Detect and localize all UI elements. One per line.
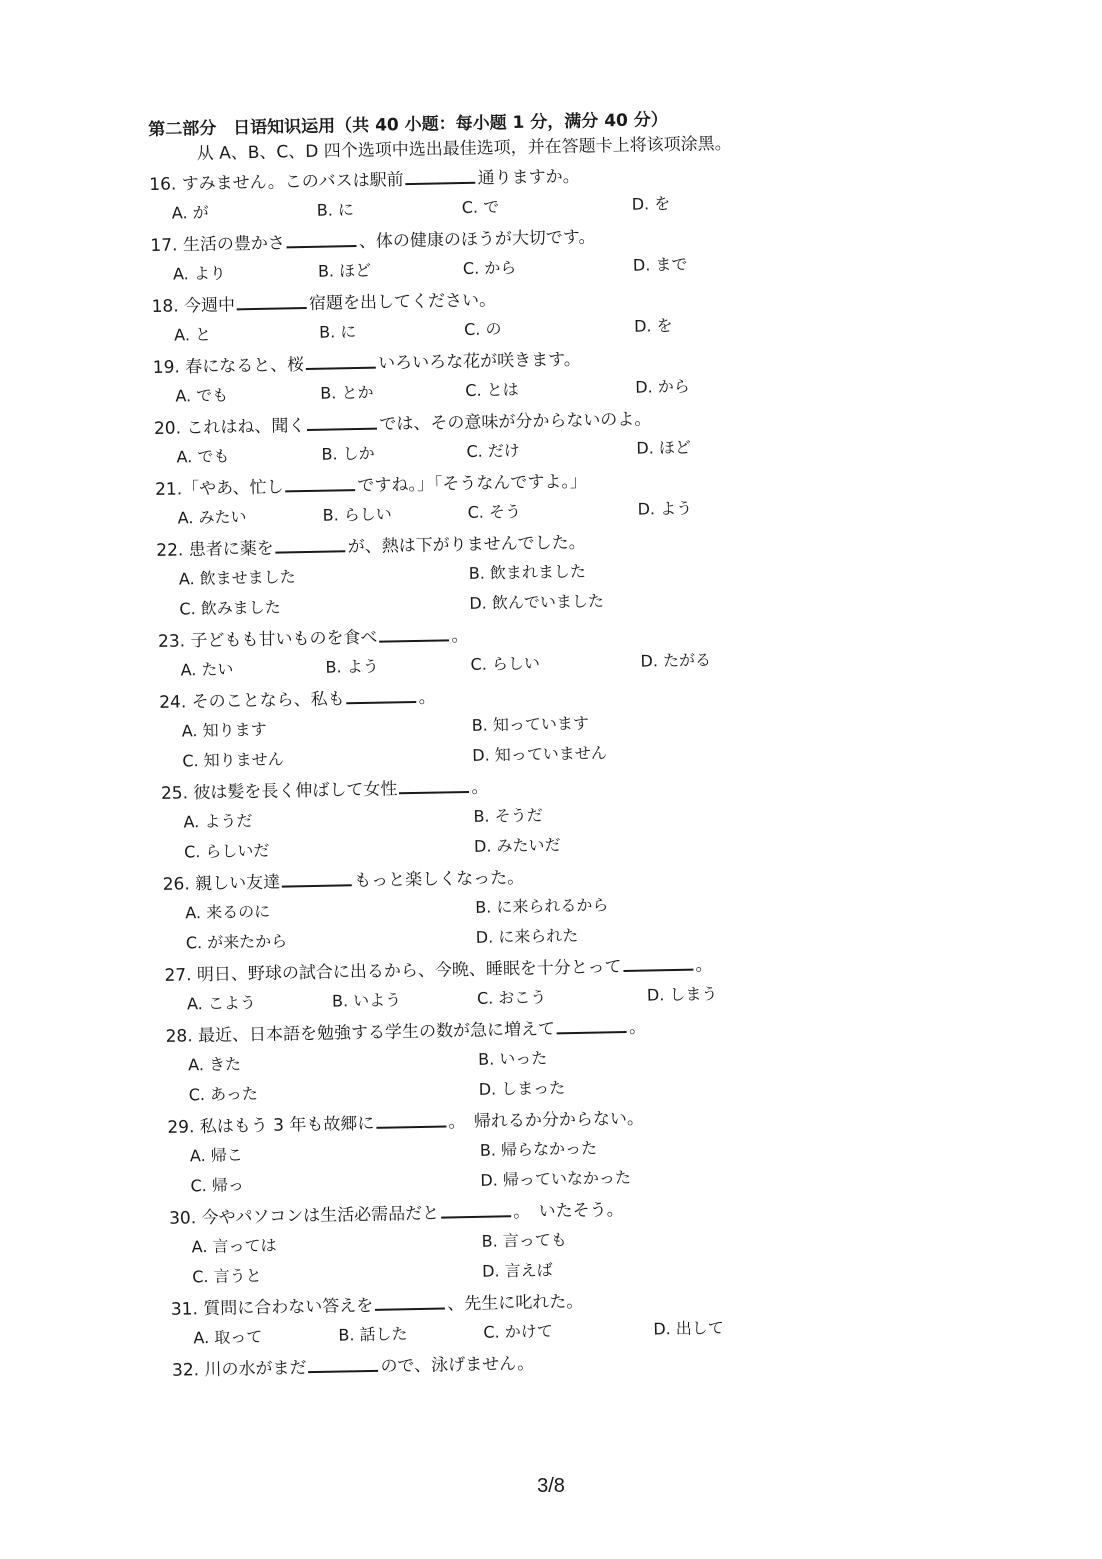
question — [161, 766, 853, 868]
option-a: A. が — [171, 202, 209, 223]
option-a: A. と — [173, 324, 212, 345]
option-a: A. こよう — [186, 993, 257, 1014]
question — [149, 157, 840, 229]
option-a: A. 来るのに — [185, 901, 271, 923]
option-a: A. 取って — [193, 1327, 263, 1348]
stem-text-before: 27. 明日、野球の試合に出るから、今晩、睡眠を十分とって — [164, 957, 622, 986]
answer-blank — [287, 227, 357, 248]
option-d: D. から — [635, 376, 690, 397]
answer-blank — [557, 1013, 627, 1034]
option-a: A. でも — [176, 446, 230, 467]
question-list — [149, 157, 862, 1385]
stem-text-after: 。 — [418, 687, 436, 708]
stem-text-after: 。 — [451, 625, 469, 647]
stem-text-before: 31. 質問に合わない答えを — [170, 1295, 374, 1320]
option-a: A. ようだ — [183, 811, 253, 832]
stem-text-before: 30. 今やパソコンは生活必需品だと — [168, 1203, 440, 1229]
stem-text-after: 。 帰れるか分からない。 — [448, 1108, 645, 1133]
answer-blank — [307, 410, 377, 431]
option-group — [163, 886, 854, 959]
stem-text-after: もっと楽しくなった。 — [353, 867, 525, 892]
answer-blank — [346, 683, 416, 704]
question — [171, 1282, 862, 1354]
answer-blank — [285, 471, 355, 492]
option-c: C. 言うと — [192, 1266, 262, 1287]
option-a: A. きた — [188, 1054, 242, 1075]
option-b: B. 言っても — [481, 1230, 567, 1251]
option-c: C. あった — [188, 1084, 259, 1105]
question — [159, 675, 851, 777]
stem-text-after: が、熱は下がりませんでした。 — [347, 532, 586, 558]
exam-page — [148, 105, 862, 1385]
stem-text-after: ですね。」「そうなんですよ。」 — [357, 471, 588, 497]
question — [167, 1100, 859, 1202]
option-d: D. しまう — [646, 984, 718, 1005]
option-b: B. いよう — [331, 990, 402, 1011]
option-a: A. みたい — [177, 507, 247, 528]
page-number: 3/8 — [537, 1475, 565, 1497]
option-c: C. そう — [467, 501, 522, 522]
question — [162, 857, 854, 959]
stem-text-after: 。 — [695, 955, 713, 976]
option-b: B. に — [316, 200, 355, 220]
option-b: B. とか — [320, 382, 374, 403]
question — [156, 523, 848, 625]
option-group — [166, 1038, 857, 1111]
option-a: A. たい — [180, 659, 234, 680]
option-b: B. らしい — [322, 504, 392, 525]
option-b: B. 帰らなかった — [479, 1138, 598, 1160]
stem-text-before: 17. 生活の豊かさ — [150, 233, 286, 256]
question — [154, 401, 845, 473]
option-d: D. しまった — [478, 1078, 566, 1099]
option-d: D. まで — [632, 254, 688, 275]
answer-blank — [405, 164, 475, 185]
option-c: C. から — [462, 257, 517, 278]
option-b: B. いった — [477, 1048, 548, 1069]
option-a: A. 飲ませました — [178, 567, 296, 589]
option-d: D. 帰っていなかった — [480, 1167, 632, 1190]
option-d: D. たがる — [640, 650, 712, 671]
question — [169, 1191, 861, 1293]
answer-blank — [376, 1107, 446, 1128]
stem-text-after: 。 — [628, 1017, 647, 1038]
stem-text-after: 宿題を出してください。 — [308, 290, 497, 314]
option-d: D. 言えば — [482, 1260, 553, 1281]
option-b: B. に — [318, 322, 357, 342]
option-d: D. 飲んでいました — [469, 591, 605, 613]
option-group — [159, 704, 850, 777]
question — [164, 948, 855, 1020]
option-a: A. 帰こ — [189, 1145, 243, 1166]
option-d: D. 出して — [653, 1318, 725, 1339]
stem-text-before: 21.「やあ、忙し — [154, 477, 284, 500]
answer-blank — [375, 1290, 445, 1311]
stem-text-before: 20. これはね、聞く — [153, 416, 306, 439]
section-instruction: 从 A、B、C、D 四个选项中选出最佳选项，并在答题卡上将该项涂黑。 — [196, 133, 732, 165]
answer-blank — [237, 289, 307, 310]
option-c: C. らしい — [470, 653, 541, 674]
option-b: B. 話した — [338, 1324, 408, 1345]
stem-text-before: 22. 患者に薬を — [156, 538, 274, 561]
option-c: C. 飲みました — [179, 597, 281, 619]
option-c: C. の — [463, 319, 502, 339]
stem-text-after: いろいろな花が咲きます。 — [378, 349, 582, 374]
option-b: B. そうだ — [473, 805, 543, 826]
stem-text-before: 19. 春になると、桜 — [152, 355, 305, 378]
option-d: D. 知っていません — [472, 743, 607, 765]
option-d: D. を — [633, 315, 673, 336]
answer-blank — [308, 1352, 378, 1373]
question — [151, 279, 842, 351]
question — [153, 340, 844, 412]
option-d: D. よう — [637, 498, 693, 519]
option-c: C. おこう — [476, 987, 547, 1008]
option-b: B. ほど — [317, 260, 372, 281]
question — [155, 462, 846, 534]
option-group — [169, 1220, 860, 1293]
option-b: B. 知っています — [471, 713, 590, 735]
stem-text-after: 、先生に叱れた。 — [447, 1291, 584, 1315]
option-a: A. 言っては — [191, 1235, 277, 1257]
stem-text-before: 23. 子どもも甘いものを食べ — [157, 627, 378, 652]
stem-text-after: 、体の健康のほうが大切です。 — [358, 227, 596, 252]
question — [150, 218, 841, 290]
question — [165, 1009, 857, 1111]
answer-blank — [379, 621, 449, 642]
option-group — [161, 795, 852, 868]
stem-text-before: 29. 私はもう 3 年も故郷に — [167, 1113, 375, 1138]
option-d: D. ほど — [636, 437, 692, 458]
stem-text-after: 。 — [471, 777, 489, 798]
question — [158, 614, 849, 686]
answer-blank — [306, 349, 376, 370]
answer-blank — [441, 1197, 511, 1218]
stem-text-after: ので、泳げません。 — [380, 1353, 535, 1377]
option-group — [157, 552, 848, 625]
stem-text-before: 24. そのことなら、私も — [159, 689, 345, 713]
option-c: C. とは — [465, 379, 519, 400]
answer-blank — [623, 951, 693, 972]
section-title: 第二部分 日语知识运用（共 40 小题：每小题 1 分，满分 40 分） — [148, 110, 668, 140]
stem-text-before: 32. 川の水がまだ — [171, 1358, 307, 1381]
stem-text-before: 28. 最近、日本語を勉強する学生の数が急に増えて — [165, 1019, 556, 1047]
option-d: D. みたいだ — [473, 835, 561, 856]
stem-text-before: 18. 今週中 — [151, 295, 236, 317]
option-d: D. を — [631, 193, 671, 214]
option-c: C. 帰っ — [190, 1175, 245, 1196]
stem-text-after: 通りますか。 — [477, 166, 580, 189]
option-group — [168, 1129, 859, 1202]
stem-text-before: 16. すみません。このバスは駅前 — [149, 170, 404, 195]
option-c: C. らしいだ — [183, 840, 270, 862]
option-a: A. 知ります — [181, 719, 267, 741]
option-b: B. しか — [321, 443, 375, 464]
option-c: C. かけて — [483, 1321, 553, 1342]
stem-text-before: 26. 親しい友達 — [162, 872, 281, 895]
option-b: B. よう — [325, 656, 379, 677]
option-a: A. でも — [175, 385, 229, 406]
option-d: D. に来られた — [475, 925, 579, 947]
option-b: B. に来られるから — [475, 895, 609, 917]
stem-text-after: 。 いたそう。 — [512, 1200, 624, 1223]
option-a: A. より — [172, 263, 227, 284]
option-c: C. が来たから — [185, 931, 288, 953]
stem-text-after: では、その意味が分からないのよ。 — [379, 409, 652, 435]
option-b: B. 飲まれました — [468, 561, 587, 583]
option-c: C. だけ — [466, 440, 520, 461]
answer-blank — [275, 532, 345, 553]
option-c: C. 知りません — [182, 749, 284, 771]
answer-blank — [399, 773, 469, 794]
option-c: C. で — [461, 197, 500, 217]
answer-blank — [282, 866, 352, 887]
stem-text-before: 25. 彼は髪を長く伸ばして女性 — [160, 779, 398, 804]
